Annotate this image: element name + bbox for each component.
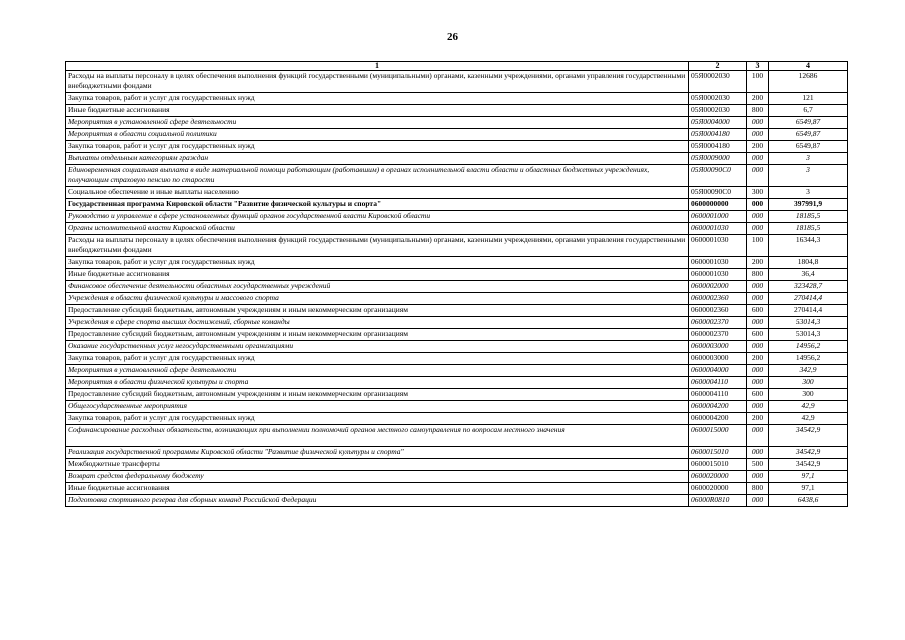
row-vr-cell: 000 <box>747 223 769 235</box>
row-code-cell: 0600004110 <box>689 377 747 389</box>
row-name-cell: Иные бюджетные ассигнования <box>66 105 689 117</box>
table-row <box>66 389 848 401</box>
table-row <box>66 471 848 483</box>
row-vr-cell: 000 <box>747 425 769 447</box>
row-amount-cell: 36,4 <box>769 269 848 281</box>
row-amount-cell: 3 <box>769 187 848 199</box>
row-code-cell: 05Я0002030 <box>689 105 747 117</box>
table-row <box>66 141 848 153</box>
row-name-cell: Общегосударственные мероприятия <box>66 401 689 413</box>
row-vr-cell: 300 <box>747 187 769 199</box>
row-amount-cell: 42,9 <box>769 401 848 413</box>
row-name-cell: Выплаты отдельным категориям граждан <box>66 153 689 165</box>
row-code-cell: 0600004200 <box>689 401 747 413</box>
row-vr-cell: 200 <box>747 93 769 105</box>
row-code-cell: 05Я00090С0 <box>689 165 747 187</box>
row-vr-cell: 200 <box>747 413 769 425</box>
row-code-cell: 0600001030 <box>689 257 747 269</box>
table-row <box>66 117 848 129</box>
row-amount-cell: 12686 <box>769 71 848 93</box>
row-name-cell: Иные бюджетные ассигнования <box>66 483 689 495</box>
table-row <box>66 269 848 281</box>
row-vr-cell: 000 <box>747 401 769 413</box>
table-row <box>66 353 848 365</box>
table-row <box>66 165 848 187</box>
row-code-cell: 0600002360 <box>689 293 747 305</box>
col-header-amount: 4 <box>769 62 848 71</box>
row-name-cell: Государственная программа Кировской области "Развитие физической культуры и спорта" <box>66 199 689 211</box>
row-vr-cell: 800 <box>747 483 769 495</box>
row-amount-cell: 14956,2 <box>769 353 848 365</box>
row-name-cell: Предоставление субсидий бюджетным, автономным учреждениям и иным некоммерческим организациям <box>66 389 689 401</box>
row-code-cell: 0600004110 <box>689 389 747 401</box>
table-row <box>66 257 848 269</box>
row-code-cell: 0600004200 <box>689 413 747 425</box>
row-amount-cell: 14956,2 <box>769 341 848 353</box>
table-row <box>66 483 848 495</box>
row-name-cell: Оказание государственных услуг негосударственными организациями <box>66 341 689 353</box>
row-vr-cell: 000 <box>747 117 769 129</box>
row-vr-cell: 000 <box>747 211 769 223</box>
row-amount-cell: 270414,4 <box>769 293 848 305</box>
row-amount-cell: 342,9 <box>769 365 848 377</box>
row-vr-cell: 000 <box>747 281 769 293</box>
table-row <box>66 413 848 425</box>
budget-table <box>65 61 848 507</box>
row-code-cell: 0600001030 <box>689 269 747 281</box>
row-amount-cell: 300 <box>769 377 848 389</box>
row-code-cell: 05Я0002030 <box>689 71 747 93</box>
row-name-cell: Возврат средств федеральному бюджету <box>66 471 689 483</box>
row-vr-cell: 000 <box>747 199 769 211</box>
table-row <box>66 71 848 93</box>
table-row <box>66 199 848 211</box>
table-row <box>66 281 848 293</box>
row-name-cell: Единовременная социальная выплата в виде материальной помощи работающим (работавшим) в органах исполнительной власти области и областных бюджетных учреждениях, получающим страховую пенсию по старости <box>66 165 689 187</box>
row-code-cell: 0600001030 <box>689 235 747 257</box>
row-code-cell: 0600003000 <box>689 341 747 353</box>
table-row <box>66 341 848 353</box>
row-vr-cell: 000 <box>747 129 769 141</box>
table-row <box>66 187 848 199</box>
row-amount-cell: 6,7 <box>769 105 848 117</box>
row-amount-cell: 3 <box>769 165 848 187</box>
row-vr-cell: 000 <box>747 495 769 507</box>
row-code-cell: 05Я0004180 <box>689 141 747 153</box>
row-amount-cell: 6549,87 <box>769 141 848 153</box>
table-row <box>66 329 848 341</box>
row-amount-cell: 53014,3 <box>769 329 848 341</box>
row-code-cell: 0600004000 <box>689 365 747 377</box>
col-header-vr: 3 <box>747 62 769 71</box>
row-amount-cell: 16344,3 <box>769 235 848 257</box>
row-code-cell: 0600002360 <box>689 305 747 317</box>
row-code-cell: 0600020000 <box>689 471 747 483</box>
row-amount-cell: 6549,87 <box>769 117 848 129</box>
col-header-code: 2 <box>689 62 747 71</box>
row-vr-cell: 000 <box>747 317 769 329</box>
page-number: 26 <box>447 31 458 43</box>
row-amount-cell: 121 <box>769 93 848 105</box>
row-name-cell: Социальное обеспечение и иные выплаты населению <box>66 187 689 199</box>
row-vr-cell: 000 <box>747 165 769 187</box>
row-code-cell: 0600015010 <box>689 459 747 471</box>
table-row <box>66 153 848 165</box>
row-code-cell: 05Я0009000 <box>689 153 747 165</box>
row-name-cell: Подготовка спортивного резерва для сборных команд Российской Федерации <box>66 495 689 507</box>
table-row <box>66 447 848 459</box>
table-row <box>66 317 848 329</box>
row-code-cell: 0600002000 <box>689 281 747 293</box>
table-row <box>66 401 848 413</box>
row-name-cell: Мероприятия в области физической культуры и спорта <box>66 377 689 389</box>
row-vr-cell: 000 <box>747 341 769 353</box>
row-vr-cell: 000 <box>747 447 769 459</box>
row-vr-cell: 200 <box>747 141 769 153</box>
row-name-cell: Расходы на выплаты персоналу в целях обеспечения выполнения функций государственными (муниципальными) органами, казенными учреждениями, органами управления государственными внебюджетными фондами <box>66 235 689 257</box>
row-amount-cell: 323428,7 <box>769 281 848 293</box>
row-name-cell: Расходы на выплаты персоналу в целях обеспечения выполнения функций государственными (муниципальными) органами, казенными учреждениями, органами управления государственными внебюджетными фондами <box>66 71 689 93</box>
table-row <box>66 377 848 389</box>
row-vr-cell: 200 <box>747 353 769 365</box>
table-row <box>66 459 848 471</box>
table-row <box>66 211 848 223</box>
row-code-cell: 0600015010 <box>689 447 747 459</box>
row-code-cell: 05Я0004180 <box>689 129 747 141</box>
row-code-cell: 06000R0810 <box>689 495 747 507</box>
row-vr-cell: 000 <box>747 377 769 389</box>
row-amount-cell: 34542,9 <box>769 447 848 459</box>
row-code-cell: 05Я0002030 <box>689 93 747 105</box>
table-row <box>66 293 848 305</box>
table-row <box>66 425 848 447</box>
row-name-cell: Предоставление субсидий бюджетным, автономным учреждениям и иным некоммерческим организациям <box>66 305 689 317</box>
row-vr-cell: 100 <box>747 235 769 257</box>
row-name-cell: Финансовое обеспечение деятельности областных государственных учреждений <box>66 281 689 293</box>
row-amount-cell: 300 <box>769 389 848 401</box>
row-name-cell: Реализация государственной программы Кировской области "Развитие физической культуры и спорта" <box>66 447 689 459</box>
row-name-cell: Мероприятия в области социальной политики <box>66 129 689 141</box>
row-amount-cell: 6438,6 <box>769 495 848 507</box>
row-vr-cell: 600 <box>747 389 769 401</box>
row-amount-cell: 397991,9 <box>769 199 848 211</box>
row-name-cell: Межбюджетные трансферты <box>66 459 689 471</box>
row-vr-cell: 800 <box>747 269 769 281</box>
row-code-cell: 05Я00090С0 <box>689 187 747 199</box>
col-header-name: 1 <box>66 62 689 71</box>
row-code-cell: 0600000000 <box>689 199 747 211</box>
row-vr-cell: 000 <box>747 365 769 377</box>
row-name-cell: Органы исполнительной власти Кировской области <box>66 223 689 235</box>
row-name-cell: Мероприятия в установленной сфере деятельности <box>66 117 689 129</box>
row-code-cell: 0600001030 <box>689 223 747 235</box>
row-amount-cell: 97,1 <box>769 483 848 495</box>
table-row <box>66 93 848 105</box>
table-row <box>66 129 848 141</box>
row-amount-cell: 6549,87 <box>769 129 848 141</box>
table-row <box>66 305 848 317</box>
row-code-cell: 0600015000 <box>689 425 747 447</box>
table-row <box>66 495 848 507</box>
row-amount-cell: 18185,5 <box>769 223 848 235</box>
table-row <box>66 235 848 257</box>
row-amount-cell: 1804,8 <box>769 257 848 269</box>
table-row <box>66 105 848 117</box>
row-name-cell: Закупка товаров, работ и услуг для государственных нужд <box>66 413 689 425</box>
row-name-cell: Мероприятия в установленной сфере деятельности <box>66 365 689 377</box>
row-code-cell: 0600001000 <box>689 211 747 223</box>
row-code-cell: 0600003000 <box>689 353 747 365</box>
row-name-cell: Учреждения в сфере спорта высших достижений, сборные команды <box>66 317 689 329</box>
row-name-cell: Иные бюджетные ассигнования <box>66 269 689 281</box>
row-code-cell: 0600020000 <box>689 483 747 495</box>
row-amount-cell: 53014,3 <box>769 317 848 329</box>
row-name-cell: Закупка товаров, работ и услуг для государственных нужд <box>66 141 689 153</box>
row-vr-cell: 200 <box>747 257 769 269</box>
row-name-cell: Закупка товаров, работ и услуг для государственных нужд <box>66 353 689 365</box>
row-name-cell: Софинансирование расходных обязательств, возникающих при выполнении полномочий органов местного самоуправления по вопросам местного значения <box>66 425 689 447</box>
table-row <box>66 365 848 377</box>
row-vr-cell: 600 <box>747 305 769 317</box>
row-code-cell: 05Я0004000 <box>689 117 747 129</box>
row-amount-cell: 97,1 <box>769 471 848 483</box>
row-amount-cell: 270414,4 <box>769 305 848 317</box>
row-vr-cell: 000 <box>747 471 769 483</box>
row-vr-cell: 000 <box>747 293 769 305</box>
row-amount-cell: 34542,9 <box>769 425 848 447</box>
row-name-cell: Закупка товаров, работ и услуг для государственных нужд <box>66 257 689 269</box>
row-vr-cell: 000 <box>747 153 769 165</box>
row-vr-cell: 100 <box>747 71 769 93</box>
row-amount-cell: 42,9 <box>769 413 848 425</box>
row-amount-cell: 3 <box>769 153 848 165</box>
header-row <box>66 62 848 71</box>
row-code-cell: 0600002370 <box>689 329 747 341</box>
table-row <box>66 223 848 235</box>
row-vr-cell: 800 <box>747 105 769 117</box>
row-name-cell: Закупка товаров, работ и услуг для государственных нужд <box>66 93 689 105</box>
row-name-cell: Руководство и управление в сфере установленных функций органов государственной власти Кировской области <box>66 211 689 223</box>
row-vr-cell: 500 <box>747 459 769 471</box>
row-amount-cell: 34542,9 <box>769 459 848 471</box>
row-name-cell: Учреждения в области физической культуры и массового спорта <box>66 293 689 305</box>
row-amount-cell: 18185,5 <box>769 211 848 223</box>
row-name-cell: Предоставление субсидий бюджетным, автономным учреждениям и иным некоммерческим организациям <box>66 329 689 341</box>
row-vr-cell: 600 <box>747 329 769 341</box>
table-body <box>66 71 848 507</box>
row-code-cell: 0600002370 <box>689 317 747 329</box>
